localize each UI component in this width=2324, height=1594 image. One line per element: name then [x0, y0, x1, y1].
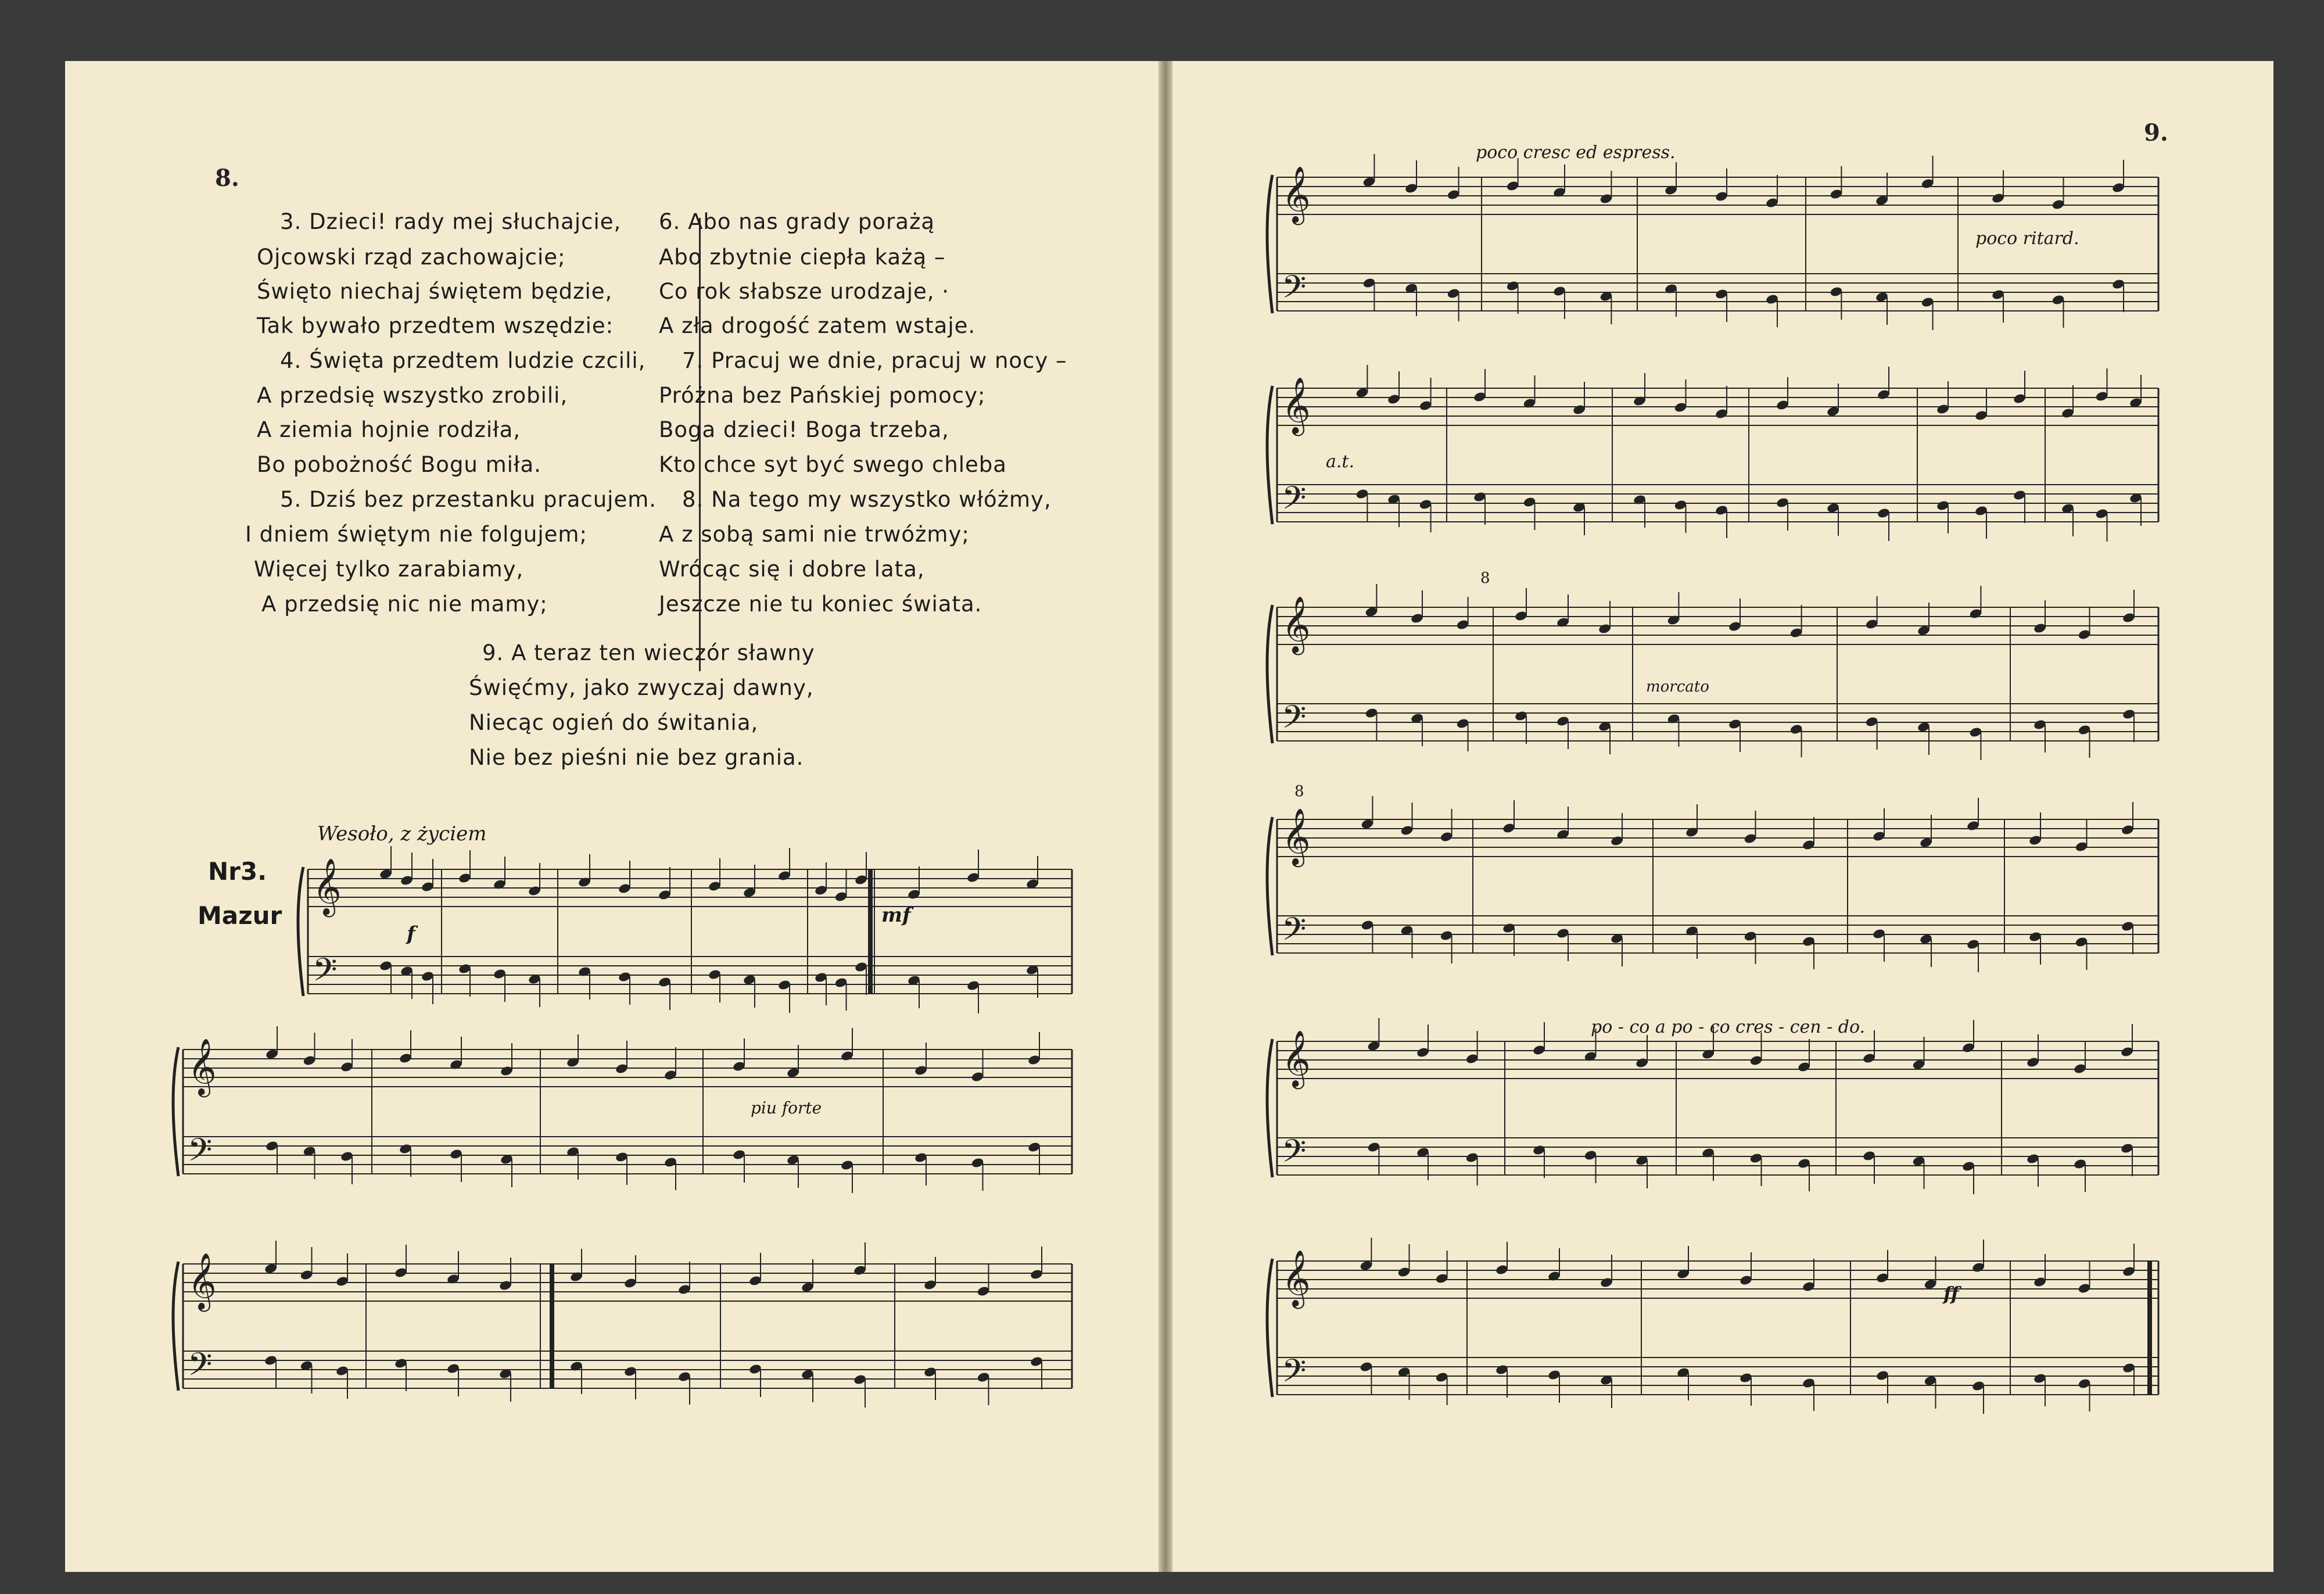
verse-line: Święto niechaj świętem będzie, [257, 279, 613, 304]
bass-clef: 𝄢 [313, 951, 338, 996]
treble-clef: 𝄞 [1282, 596, 1311, 653]
treble-clef: 𝄞 [313, 858, 342, 915]
verse-line: Jeszcze nie tu koniec świata. [659, 592, 982, 617]
right-page [1172, 61, 2273, 1572]
bass-clef: 𝄢 [1282, 268, 1307, 313]
treble-clef: 𝄞 [1282, 808, 1311, 865]
tempo-marking: Wesoło, z życiem [317, 822, 487, 846]
verse-line: Bo pobożność Bogu miła. [257, 452, 541, 477]
expression-marking: po - co a po - co cres - cen - do. [1591, 1017, 1866, 1037]
dynamic-marking: f [407, 922, 415, 945]
verse-line: 7. Pracuj we dnie, pracuj w nocy – [682, 348, 1067, 373]
verse-line: Próżna bez Pańskiej pomocy; [659, 383, 986, 408]
verse-line: Nie bez pieśni nie bez grania. [469, 745, 804, 770]
verse-line: A przedsię wszystko zrobili, [257, 383, 568, 408]
verse-line: 3. Dzieci! rady mej słuchajcie, [280, 209, 622, 234]
expression-marking: morcato [1646, 678, 1709, 696]
bass-clef: 𝄢 [1282, 911, 1307, 955]
bass-clef: 𝄢 [188, 1346, 213, 1391]
verse-line: Święćmy, jako zwyczaj dawny, [469, 675, 814, 700]
verse-line: A przedsię nic nie mamy; [261, 592, 548, 617]
verse-line: 9. A teraz ten wieczór sławny [482, 640, 815, 665]
verse-line: A ziemia hojnie rodziła, [257, 417, 521, 442]
ottava-marking: 8 [1294, 783, 1304, 800]
verse-line: I dniem świętym nie folgujem; [245, 522, 587, 547]
page-number-left: 8. [215, 164, 239, 192]
bass-clef: 𝄢 [1282, 479, 1307, 524]
book-spine [1159, 61, 1172, 1572]
verse-line: 4. Święta przedtem ludzie czcili, [280, 348, 646, 373]
expression-marking: poco ritard. [1975, 228, 2079, 249]
ottava-marking: 8 [1480, 569, 1490, 587]
piece-number: Nr3. [208, 857, 267, 886]
bass-clef: 𝄢 [1282, 1352, 1307, 1397]
bass-clef: 𝄢 [1282, 1133, 1307, 1177]
verse-line: A zła drogość zatem wstaje. [659, 313, 976, 338]
verse-line: Wrócąc się i dobre lata, [659, 557, 925, 582]
piece-title: Mazur [198, 901, 282, 930]
verse-line: Ojcowski rząd zachowajcie; [257, 245, 566, 270]
treble-clef: 𝄞 [1282, 166, 1311, 223]
verse-line: 5. Dziś bez przestanku pracujem. [280, 487, 657, 512]
verse-line: 6. Abo nas grady porażą [659, 209, 935, 234]
treble-clef: 𝄞 [1282, 1030, 1311, 1087]
left-page [65, 61, 1159, 1572]
dynamic-marking: ff [1943, 1283, 1959, 1305]
verse-line: 8. Na tego my wszystko włóżmy, [682, 487, 1052, 512]
verse-line: Boga dzieci! Boga trzeba, [659, 417, 949, 442]
treble-clef: 𝄞 [188, 1038, 217, 1095]
treble-clef: 𝄞 [1282, 1249, 1311, 1306]
treble-clef: 𝄞 [1282, 377, 1311, 434]
expression-marking: poco cresc ed espress. [1476, 142, 1676, 163]
page-number-right: 9. [2144, 119, 2168, 146]
verse-line: Więcej tylko zarabiamy, [254, 557, 524, 582]
verse-line: Tak bywało przedtem wszędzie: [257, 313, 614, 338]
treble-clef: 𝄞 [188, 1252, 217, 1309]
bass-clef: 𝄢 [1282, 699, 1307, 743]
verse-line: Co rok słabsze urodzaje, · [659, 279, 950, 304]
verse-line: A z sobą sami nie trwóżmy; [659, 522, 970, 547]
verse-line: Kto chce syt być swego chleba [659, 452, 1007, 477]
dynamic-marking: piu forte [751, 1098, 822, 1117]
expression-marking: a.t. [1326, 452, 1355, 472]
dynamic-marking: mf [881, 904, 911, 927]
verse-line: Abo zbytnie ciepła każą – [659, 245, 946, 270]
bass-clef: 𝄢 [188, 1131, 213, 1176]
verse-line: Niecąc ogień do świtania, [469, 710, 759, 735]
